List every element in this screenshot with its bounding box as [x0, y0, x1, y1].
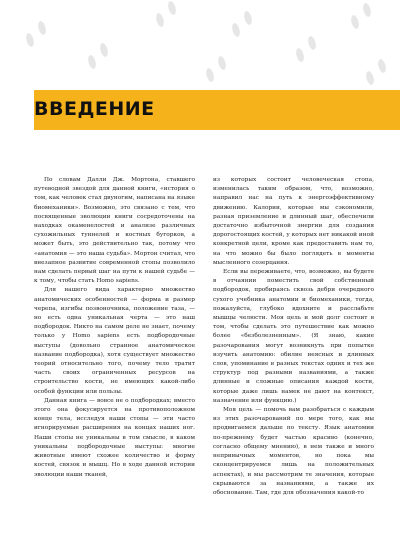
paragraph: Если вы переживаете, что, возможно, вы будете в отчаянии поместить свой собственный подбородок, пробираясь сквозь дебри очередного сухого учебника анатомии и биомеханики, тогда, пожалуйста, глубоко вдохните и расслабьте мышцы челюсти. Моя цель и мой долг состоит в том, чтобы сделать это путешествие как можно более «безболезненным». (Я знаю, какие разочарования могут возникнуть при попытке изучить анатомию: обилие неясных и длинных слов, упоминание в разных текстах одних и тех же структур под разными названиями, а также длинные и сложные описания каждой кости, которые даже лишь намек не дают на контекст, назначение или функцию.) — [213, 269, 374, 404]
footprint-icon — [25, 0, 387, 85]
paragraph: Моя цель — помочь вам разобраться с каждым из этих разочарований по мере того, как мы продвигаемся дальше по тексту. Язык анатомии по-прежнему будет частью красиво (конечно, согласно общему мнению), в нем также и много непривычных моментов, но пока мы сконцентрируемся лишь на положительных аспектах), и мы рассмотрим те значения, которые скрываются за названиями, а также их обоснование. Там, где для обозначения какой-то — [213, 407, 374, 496]
paragraph: Для нашего вида характерно множество анатомических особенностей — форма и размер черепа, изгибы позвоночника, положение таза, — но есть одна уникальная черта — это наш подбородок. Никто на самом деле не знает, почему только у Homo sapiens есть подбородочные выступы (довольно странное анатомическое название подбородка), хотя существует множество теорий относительно того, почему тело тратит часть своих ограниченных ресурсов на строительство кости, не имеющих какой-либо особой функции или пользы. — [34, 287, 195, 395]
chapter-title: ВВЕДЕНИЕ — [34, 98, 155, 120]
paragraph: из которых состоит человеческая стопа, изменилась таким образом, что, возможно, направил нас на путь к энергоэффективному движению. Калории, которые мы сэкономили, разная приземление и длинный шаг, обеспечили достаточно избыточной энергии для создания дорогостоящих костей, у которых нет никакой иной конкретной цели, кроме как предоставить нам то, на что можно бы было поглядеть в моменты мысленного созерцания. — [213, 177, 374, 266]
right-column — [213, 176, 374, 498]
heading-band-stub — [0, 90, 34, 130]
text-columns — [34, 176, 374, 498]
paragraph: Данная книга — вовсе не о подбородках; вместо этого она фокусируется на противоположном конце тела, исследуя наши стопы — эти часто игнорируемые расширения на концах наших ног. Наши стопы не уникальны в том смысле, в каком уникальны подбородочные выступы: многие животные имеют схожее количество и форму костей, связок и мышц. Но в ходе данной истории эволюции наши тканей, — [34, 397, 195, 478]
paragraph: По словам Далли Дж. Мортона, ставшего путеводной звездой для данной книги, «история о том, как человек стал двуногим, написана на языке биомеханики». Возможно, это связано с тем, что посвященные эволюции книги сосредоточены на находках окаменелостей и анализе различных сухожильных туннелей и костных бугорков, а может быть, это действительно так, потому что «анатомия — это наша судьба». Мортон считал, что внезапное развитие современной стопы позволило нам сделать первый шаг на пути к нашей судьбе — к тому, чтобы стать Homo sapiens. — [34, 177, 195, 285]
left-column — [34, 176, 195, 498]
